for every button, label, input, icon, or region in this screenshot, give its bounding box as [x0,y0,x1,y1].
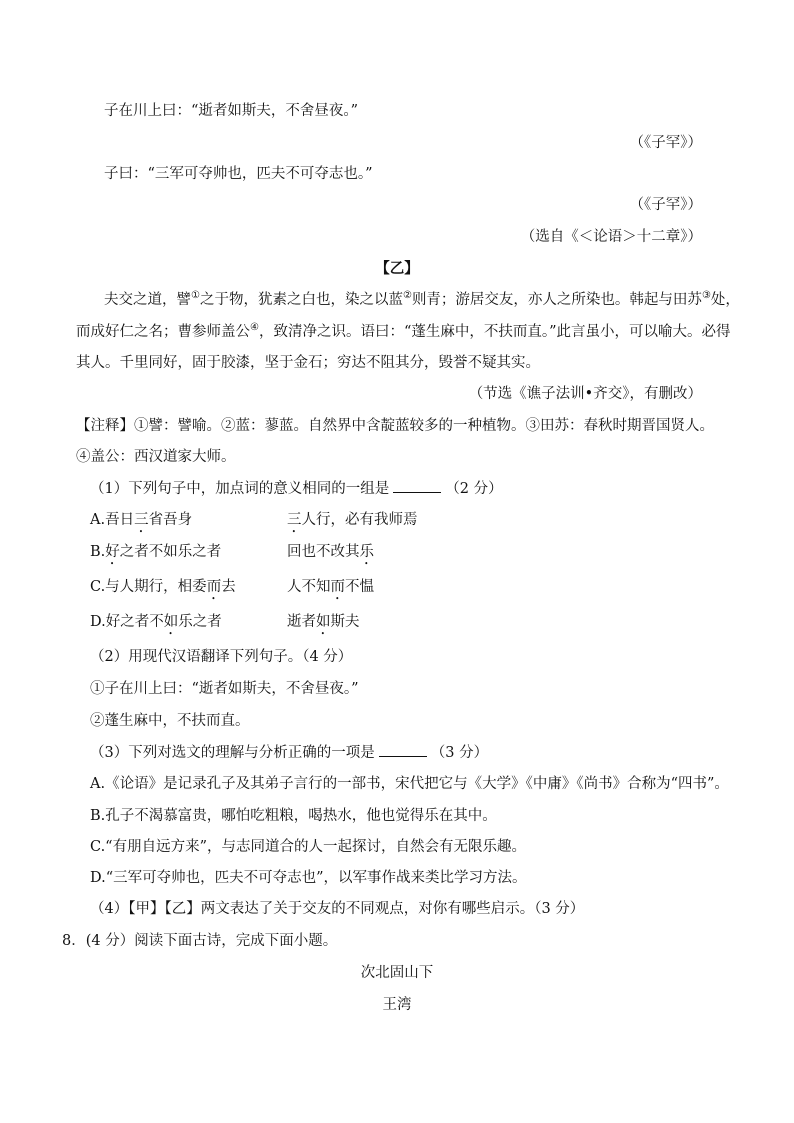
yi-text: 处， [710,292,740,308]
poem-author: 王湾 [382,997,412,1013]
footnote-marker: ④ [250,322,259,334]
dotted-word: 如 [316,614,331,630]
jia-source-3: （选自《＜论语＞十二章》） [520,229,702,245]
option-A-left [90,510,192,536]
question-2-sentence-2: ②蓬生麻中，不扶而直。 [90,713,250,729]
question-8-stem: 8．(4 分）阅读下面古诗，完成下面小题。 [62,933,338,949]
option-text: 回也不改其 [287,544,360,560]
answer-blank[interactable] [379,742,427,757]
option-C-left [90,577,236,603]
option-text: 省吾身 [148,512,193,528]
option-B-left [90,542,221,568]
question-1-text: （1）下列句子中，加点词的意义相同的一组是 [90,481,390,497]
option-text: 斯夫 [330,614,360,630]
question-4-stem: （4）【甲】【乙】两文表达了关于交友的不同观点，对你有哪些启示。（3 分） [90,901,585,917]
question-3-stem [90,742,488,763]
question-3-option-B: B.孔子不渴慕富贵，哪怕吃粗粮，喝热水，他也觉得乐在其中。 [90,808,497,824]
option-text: C.与人期行，相委 [90,579,207,595]
yi-source: （节选《谯子法训•齐交》，有删改） [468,386,702,402]
option-text: B. [90,544,106,560]
option-text: A.吾日 [90,512,135,528]
option-C-right [287,577,374,603]
yi-paragraph-line-3: 其人。千里同好，固于胶漆，坚于金石；穷达不阻其分，毁誉不疑其实。 [76,355,540,371]
question-3-option-A: A.《论语》是记录孔子及其弟子言行的一部书，宋代把它与《大学》《中庸》《尚书》合称为“四书”。 [90,776,729,792]
dotted-word: 三 [287,512,302,528]
option-text: 人行，必有我师焉 [301,512,418,528]
question-1-score: （2 分） [445,481,503,497]
dotted-word: 乐 [359,544,374,560]
notes-line-2: ④盖公：西汉道家大师。 [76,449,236,465]
footnote-marker: ① [191,290,200,302]
question-3-option-D: D.“三军可夺帅也，匹夫不可夺志也”，以军事作战来类比学习方法。 [90,870,527,886]
option-text: D.好之者不 [90,614,164,630]
question-2-sentence-1: ①子在川上曰：“逝者如斯夫，不舍昼夜。” [90,681,359,697]
option-text: 不愠 [345,579,374,595]
option-D-left [90,612,222,638]
option-text: 逝者 [287,614,316,630]
footnote-marker: ③ [701,290,711,302]
yi-paragraph-line-2 [76,322,731,342]
question-3-option-C: C.“有朋自远方来”，与志同道合的人一起探讨，自然会有无限乐趣。 [90,839,527,855]
yi-text: 则青；游居交友，亦人之所染也。韩起与田苏 [411,292,702,308]
jia-line-2: 子曰：“三军可夺帅也，匹夫不可夺志也。” [104,166,373,182]
yi-text: 而成好仁之名；曹参师盖公 [76,324,250,340]
poem-title: 次北固山下 [360,965,434,981]
option-B-right [287,542,374,568]
option-text: 之者不如乐之者 [119,544,222,560]
yi-text: ，致清净之识。语曰：“蓬生麻中，不扶而直。”此言虽小，可以喻大。必得 [258,324,731,340]
answer-blank[interactable] [393,478,441,493]
yi-text: 夫交之道，譬 [104,292,191,308]
yi-text: 之于物，犹素之白也，染之以蓝 [199,292,403,308]
option-A-right [287,510,418,536]
question-3-score: （3 分） [430,745,489,761]
dotted-word: 而 [206,579,222,595]
jia-line-1: 子在川上曰：“逝者如斯夫，不舍昼夜。” [104,103,359,119]
notes-line-1: 【注释】①譬：譬喻。②蓝：蓼蓝。自然界中含靛蓝较多的一种植物。③田苏：春秋时期晋国贤人。 [76,418,714,434]
jia-source-1: （《子罕》） [629,135,702,151]
question-2-stem: （2）用现代汉语翻译下列句子。（4 分） [90,649,353,665]
option-text: 乐之者 [178,614,222,630]
dotted-word: 而 [330,579,345,595]
dotted-word: 如 [163,614,179,630]
dotted-word: 三 [134,512,149,528]
yi-paragraph-line-1 [104,290,740,310]
question-1-stem [90,478,503,499]
option-text: 人不知 [287,579,331,595]
option-D-right [287,612,360,638]
yi-heading: 【乙】 [375,260,419,277]
option-text: 去 [221,579,236,595]
footnote-marker: ② [402,290,412,302]
jia-source-2: （《子罕》） [629,197,702,213]
dotted-word: 好 [105,544,120,560]
question-3-text: （3）下列对选文的理解与分析正确的一项是 [90,745,375,761]
